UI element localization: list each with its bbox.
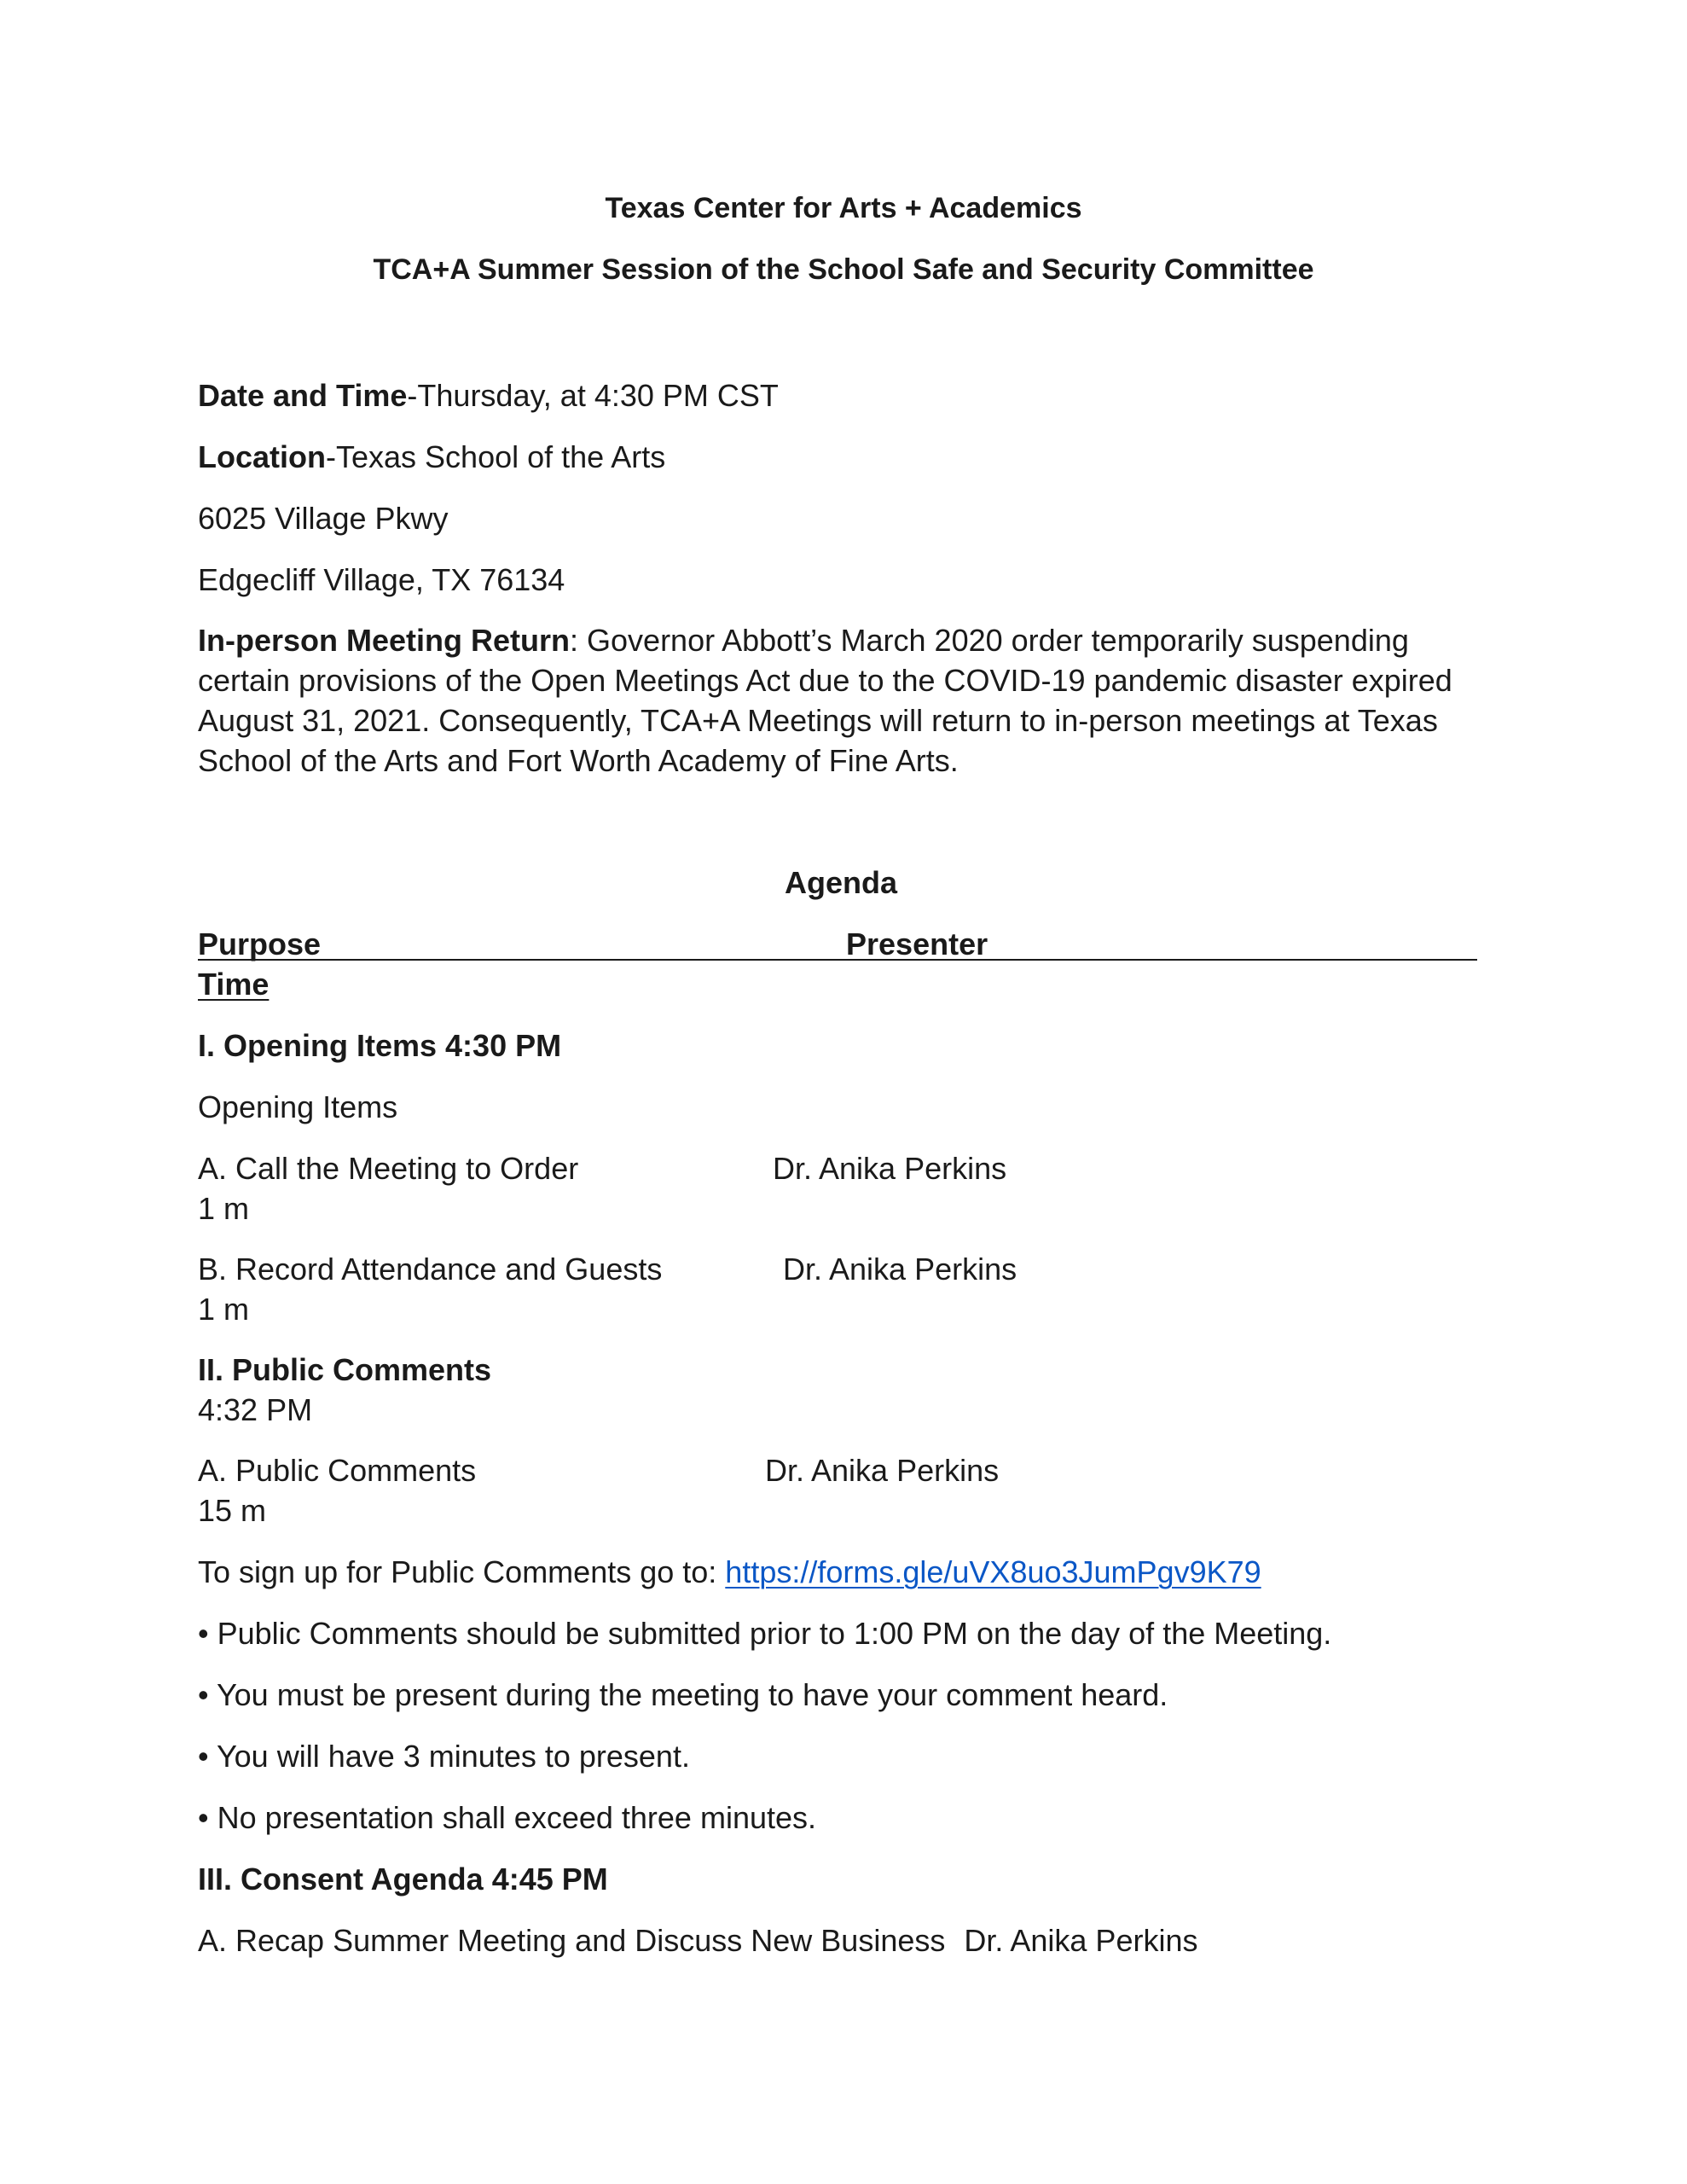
signup-link[interactable]: https://forms.gle/uVX8uo3JumPgv9K79 bbox=[725, 1554, 1261, 1589]
section-consent-heading: III. Consent Agenda 4:45 PM bbox=[198, 1862, 608, 1896]
item-attendance-time: 1 m bbox=[198, 1292, 250, 1327]
location-label: Location bbox=[198, 439, 326, 474]
column-time: Time bbox=[198, 967, 270, 1002]
location-value: -Texas School of the Arts bbox=[326, 439, 666, 474]
address-line-1: 6025 Village Pkwy bbox=[198, 501, 449, 536]
in-person-label: In-person Meeting Return bbox=[198, 623, 571, 658]
in-person-text: : Governor Abbott’s March 2020 order temporarily suspending certain provisions of the Open Meetings Act due to the COVID-19 pandemic disaster expired August 31, 2021. Consequently, TCA+A Meetings will return to in-person meetings at Texas School of the Arts and Fort Worth Academy of Fine Arts. bbox=[198, 623, 1452, 778]
bullet-item: • Public Comments should be submitted prior to 1:00 PM on the day of the Meeting. bbox=[198, 1616, 1332, 1651]
item-public-comments-presenter: Dr. Anika Perkins bbox=[765, 1453, 1000, 1488]
item-recap-purpose: A. Recap Summer Meeting and Discuss New Business bbox=[198, 1923, 946, 1958]
session-title: TCA+A Summer Session of the School Safe and Security Committee bbox=[373, 253, 1314, 286]
date-time-label: Date and Time bbox=[198, 378, 408, 413]
section-opening-heading: I. Opening Items 4:30 PM bbox=[198, 1028, 562, 1063]
item-public-comments-time: 15 m bbox=[198, 1493, 267, 1528]
section-public-comments-heading: II. Public Comments bbox=[198, 1352, 492, 1387]
item-recap-presenter: Dr. Anika Perkins bbox=[964, 1923, 1198, 1958]
item-public-comments: A. Public Comments bbox=[198, 1453, 477, 1488]
item-call-to-order-presenter: Dr. Anika Perkins bbox=[773, 1151, 1007, 1186]
item-recap-meeting bbox=[198, 1923, 1197, 1959]
column-header-rule bbox=[198, 959, 1477, 961]
section-opening-subheading: Opening Items bbox=[198, 1089, 398, 1124]
in-person-notice bbox=[198, 620, 1494, 781]
bullet-item: • You must be present during the meeting to have your comment heard. bbox=[198, 1677, 1168, 1712]
signup-text: To sign up for Public Comments go to: bbox=[198, 1554, 726, 1589]
address-line-2: Edgecliff Village, TX 76134 bbox=[198, 562, 565, 597]
column-presenter: Presenter bbox=[846, 926, 988, 961]
bullet-item: • No presentation shall exceed three minutes. bbox=[198, 1800, 817, 1835]
organization-title: Texas Center for Arts + Academics bbox=[605, 192, 1082, 224]
agenda-title: Agenda bbox=[785, 865, 898, 900]
item-attendance: B. Record Attendance and Guests bbox=[198, 1252, 663, 1287]
item-call-to-order: A. Call the Meeting to Order bbox=[198, 1151, 579, 1186]
date-time-value: -Thursday, at 4:30 PM CST bbox=[407, 378, 779, 413]
location-line bbox=[198, 439, 665, 475]
column-purpose: Purpose bbox=[198, 926, 322, 961]
item-call-to-order-time: 1 m bbox=[198, 1191, 250, 1226]
date-time-line bbox=[198, 378, 779, 414]
item-attendance-presenter: Dr. Anika Perkins bbox=[783, 1252, 1017, 1287]
bullet-item: • You will have 3 minutes to present. bbox=[198, 1739, 690, 1774]
section-public-comments-time: 4:32 PM bbox=[198, 1392, 313, 1427]
signup-line bbox=[198, 1554, 1261, 1590]
